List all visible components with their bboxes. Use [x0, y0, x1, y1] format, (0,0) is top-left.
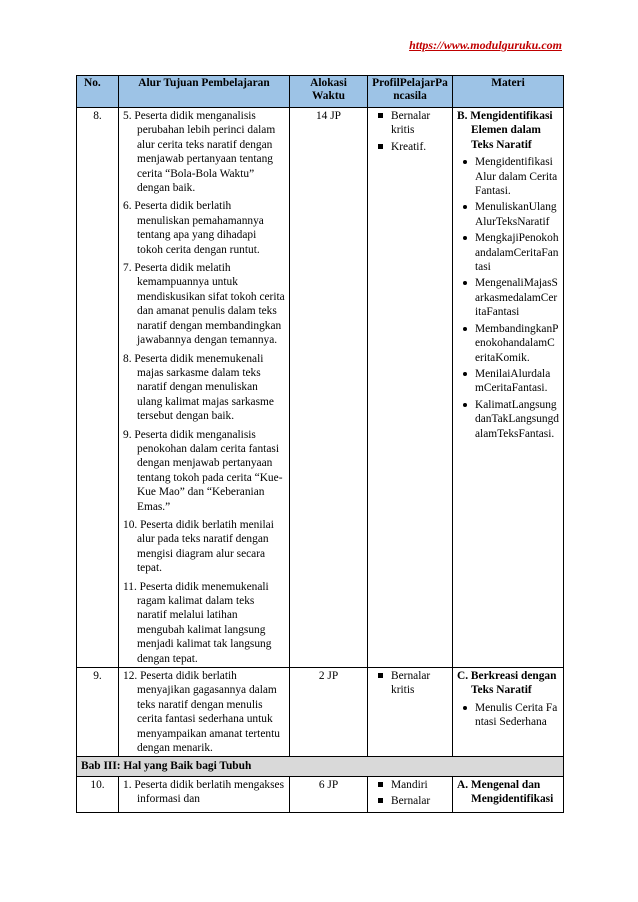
- table-row: [77, 668, 564, 757]
- row-number: 8.: [77, 108, 119, 668]
- col-header-profil: ProfilPelajarPancasila: [368, 76, 453, 108]
- bullet-icon: [463, 236, 467, 240]
- time-allocation: 2 JP: [290, 668, 368, 757]
- section-row: [77, 757, 564, 776]
- site-url-link[interactable]: https://www.modulguruku.com: [409, 38, 562, 52]
- atp-item: 8. Peserta didik menemukenali majas sarkasme dalam teks naratif dengan menuliskan ulang kalimat majas sarkasme tersebut dengan baik.: [123, 352, 274, 423]
- atp-item: 12. Peserta didik berlatih menyajikan gagasannya dalam teks naratif dengan menulis cerita fantasi sederhana untuk menyampaikan amanat tertentu dengan menarik.: [123, 670, 280, 755]
- materi-title: B. Mengidentifikasi Elemen dalam Teks Naratif: [457, 110, 553, 151]
- square-bullet-icon: [378, 673, 383, 678]
- col-header-materi: Materi: [453, 76, 564, 108]
- materi-title: A. Mengenal dan Mengidentifikasi: [457, 778, 554, 806]
- materi-item: Mengidentifikasi Alur dalam Cerita Fantasi.: [461, 155, 559, 198]
- profil-item: Bernalar kritis: [378, 109, 448, 138]
- profil-cell: [368, 108, 453, 668]
- curriculum-table: [76, 75, 564, 813]
- profil-item: Bernalar kritis: [378, 669, 448, 698]
- table-header-row: [77, 76, 564, 108]
- col-header-no: No.: [77, 76, 119, 108]
- bullet-icon: [463, 205, 467, 209]
- section-title: Bab III: Hal yang Baik bagi Tubuh: [77, 757, 564, 776]
- atp-item: 11. Peserta didik menemukenali ragam kalimat dalam teks naratif melalui latihan mengubah kalimat langsung menjadi kalimat tak langsung dengan tepat.: [123, 580, 272, 665]
- square-bullet-icon: [378, 113, 383, 118]
- materi-item: MembandingkanPenokohandalamCeritaKomik.: [461, 322, 559, 365]
- square-bullet-icon: [378, 782, 383, 787]
- profil-cell: [368, 776, 453, 812]
- bullet-icon: [463, 281, 467, 285]
- bullet-icon: [463, 160, 467, 164]
- bullet-icon: [463, 706, 467, 710]
- atp-item: 1. Peserta didik berlatih mengakses informasi dan: [123, 778, 285, 806]
- atp-item: 10. Peserta didik berlatih menilai alur pada teks naratif dengan mengisi diagram alur secara tepat.: [123, 518, 274, 575]
- materi-item: MenuliskanUlangAlurTeksNaratif: [461, 200, 559, 229]
- square-bullet-icon: [378, 144, 383, 149]
- materi-item: MengenaliMajasSarkasmedalamCeritaFantasi: [461, 276, 559, 319]
- atp-item: 5. Peserta didik menganalisis perubahan lebih perinci dalam alur cerita teks naratif dengan menjawab pertanyaan tentang cerita “Bola-Bola Waktu” dengan baik.: [123, 110, 276, 195]
- materi-item: KalimatLangsungdanTakLangsungdalamTeksFantasi.: [461, 398, 559, 441]
- bullet-icon: [463, 327, 467, 331]
- profil-item: Bernalar: [378, 794, 448, 808]
- profil-item: Mandiri: [378, 778, 448, 792]
- atp-cell: [119, 668, 290, 757]
- atp-item: 6. Peserta didik berlatih menuliskan pemahamannya tentang apa yang dihadapi tokoh cerita dengan runtut.: [123, 200, 264, 256]
- materi-item: MengkajiPenokohandalamCeritaFantasi: [461, 231, 559, 274]
- materi-cell: [453, 108, 564, 668]
- materi-item: Menulis Cerita Fantasi Sederhana: [461, 701, 559, 730]
- materi-title: C. Berkreasi dengan Teks Naratif: [457, 670, 557, 697]
- bullet-icon: [463, 372, 467, 376]
- col-header-atp: Alur Tujuan Pembelajaran: [119, 76, 290, 108]
- atp-item: 7. Peserta didik melatih kemampuannya untuk mendiskusikan sifat tokoh cerita dan amanat penulis dalam teks naratif dengan membandingkan jawabannya dengan temannya.: [123, 262, 285, 347]
- row-number: 10.: [77, 776, 119, 812]
- table-row: [77, 776, 564, 812]
- materi-cell: [453, 668, 564, 757]
- materi-cell: [453, 776, 564, 812]
- atp-cell: [119, 776, 290, 812]
- square-bullet-icon: [378, 798, 383, 803]
- materi-item: MenilaiAlurdalamCeritaFantasi.: [461, 367, 559, 396]
- profil-item: Kreatif.: [378, 140, 448, 154]
- bullet-icon: [463, 403, 467, 407]
- row-number: 9.: [77, 668, 119, 757]
- time-allocation: 6 JP: [290, 776, 368, 812]
- atp-item: 9. Peserta didik menganalisis penokohan dalam cerita fantasi dengan menjawab pertanyaan tentang tokoh pada cerita “Kue-Kue Mao” dan “Keberanian Emas.”: [123, 428, 283, 513]
- table-row: [77, 108, 564, 668]
- time-allocation: 14 JP: [290, 108, 368, 668]
- profil-cell: [368, 668, 453, 757]
- col-header-alokasi: Alokasi Waktu: [290, 76, 368, 108]
- atp-cell: [119, 108, 290, 668]
